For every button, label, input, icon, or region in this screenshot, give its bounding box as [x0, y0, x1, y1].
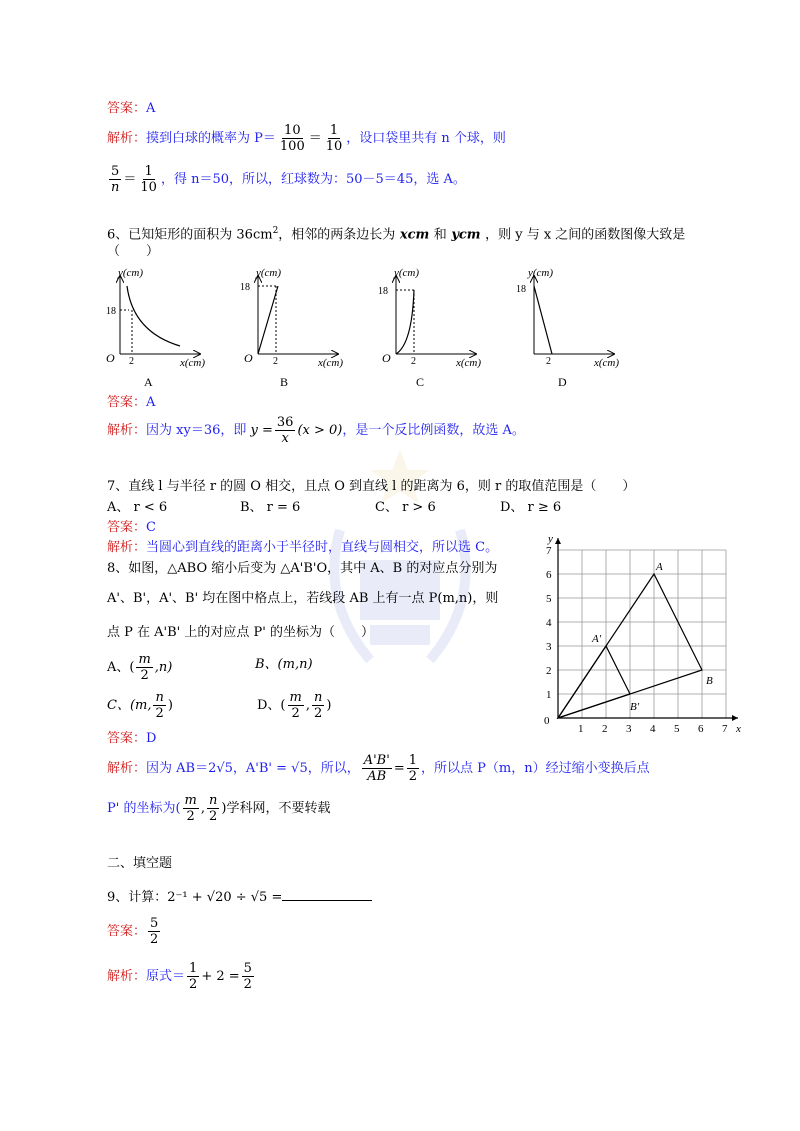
q8-option-a: A、( $\frac{m}{2}$ ,n): [107, 652, 173, 683]
q8-analysis-line1: 解析：因为 AB＝2√5，A'B' = √5，所以， $\frac{A'B'}{AB}$ = $\frac{1}{2}$ ，所以点 P（m，n）经过缩小变换后点: [107, 753, 650, 784]
svg-text:18: 18: [106, 306, 116, 317]
x-axis-label: x: [736, 723, 741, 735]
q8-analysis-line2: P' 的坐标为( $\frac{m}{2}$ , $\frac{n}{2}$ )学科网，不要转载: [107, 793, 331, 824]
q7-option-c: C、 r > 6: [375, 500, 436, 515]
y-tick-label: 3: [546, 641, 552, 653]
svg-text:O: O: [106, 351, 115, 365]
q5-answer: [107, 100, 155, 118]
svg-text:x(cm): x(cm): [318, 357, 344, 369]
analysis-label: 解析：: [107, 131, 147, 146]
analysis-text: ，设口袋里共有 n 个球，则: [346, 131, 506, 146]
analysis-text: 摸到白球的概率为 P＝: [146, 131, 276, 146]
point-label: B: [706, 675, 713, 687]
y-tick-label: 2: [546, 665, 552, 677]
y-tick-label: 4: [546, 617, 552, 629]
q7-option-a: A、 r < 6: [107, 500, 168, 515]
x-tick-label: 5: [674, 723, 680, 735]
y-tick-label: 6: [546, 569, 552, 581]
fraction: $\frac{10}{100}$: [279, 123, 305, 154]
x-tick-label: 4: [650, 723, 656, 735]
y-axis-arrow: [555, 538, 561, 544]
x-tick-label: 1: [578, 723, 584, 735]
y-axis-label: y: [548, 533, 553, 545]
q6-graphs: [100, 262, 640, 392]
q6-paren: （ ）: [107, 244, 160, 259]
q6-answer: 答案：A: [107, 395, 156, 410]
q7-stem: 7、直线 l 与半径 r 的圆 O 相交，且点 O 到直线 l 的距离为 6，则 r 的取值范围是（ ）: [107, 479, 636, 494]
graph-d: [516, 267, 619, 389]
q8-answer: 答案：D: [107, 731, 157, 746]
graph-c: [378, 267, 481, 389]
x-tick-label: 3: [626, 723, 632, 735]
point-label: A: [656, 561, 663, 573]
answer-value: A: [146, 101, 156, 116]
svg-text:2: 2: [273, 356, 278, 367]
q8-grid-figure: [530, 533, 760, 740]
q8-stem-line3: 点 P 在 A'B' 上的对应点 P' 的坐标为（ ）: [107, 625, 374, 640]
q8-option-c: C、(m, $\frac{n}{2}$ ): [107, 690, 173, 721]
q9-answer: 答案： $\frac{5}{2}$: [107, 916, 159, 947]
svg-text:18: 18: [240, 282, 250, 293]
q9-stem: 9、计算：2⁻¹ + √20 ÷ √5 =: [107, 888, 372, 907]
q8-option-d: D、( $\frac{m}{2}$ , $\frac{n}{2}$ ): [257, 690, 332, 721]
svg-text:2: 2: [546, 356, 551, 367]
svg-text:O: O: [244, 351, 253, 365]
point-label: A': [592, 633, 602, 645]
triangle-abo-small: [558, 646, 630, 718]
svg-text:x(cm): x(cm): [594, 357, 620, 369]
svg-text:y(cm): y(cm): [118, 267, 144, 279]
x-tick-label: 7: [722, 723, 728, 735]
graph-label-d: D: [558, 375, 567, 389]
q7-analysis: 解析：当圆心到直线的距离小于半径时，直线与圆相交，所以选 C。: [107, 540, 499, 555]
q7-option-d: D、 r ≥ 6: [500, 500, 562, 515]
q5-analysis-line1: 解析：摸到白球的概率为 P＝ $\frac{10}{100}$ ＝ $\frac{1}{10}$ ，设口袋里共有 n 个球，则: [107, 123, 506, 154]
svg-text:x(cm): x(cm): [456, 357, 482, 369]
svg-text:x(cm): x(cm): [180, 357, 206, 369]
q7-option-b: B、 r = 6: [240, 500, 301, 515]
graph-label-c: C: [416, 375, 425, 389]
graph-label-b: B: [280, 375, 289, 389]
x-tick-label: 6: [698, 723, 704, 735]
q6-stem: 6、已知矩形的面积为 $36cm^2$，相邻的两条边长为 xcm 和 ycm ，则 y 与 x 之间的函数图像大致是: [107, 226, 686, 243]
svg-text:y(cm): y(cm): [528, 267, 554, 279]
x-tick-label: 2: [602, 723, 608, 735]
y-tick-label: 5: [546, 593, 552, 605]
svg-text:y(cm): y(cm): [256, 267, 282, 279]
q8-stem-line1: 8、如图，△ABO 缩小后变为 △A'B'O，其中 A、B 的对应点分别为: [107, 561, 498, 576]
svg-text:O: O: [382, 351, 391, 365]
point-label: B': [630, 701, 640, 713]
svg-text:18: 18: [516, 284, 526, 295]
y-tick-label: 7: [546, 545, 552, 557]
graph-a: [106, 267, 205, 389]
q6-analysis: 解析：因为 xy＝36，即 y = $\frac{36}{x}$ (x > 0)，是一个反比例函数，故选 A。: [107, 415, 525, 446]
q8-stem-line2: A'、B'，A'、B' 均在图中格点上，若线段 AB 上有一点 P(m,n)，则: [107, 591, 499, 606]
origin-label: 0: [544, 715, 550, 727]
fraction: $\frac{5}{n}$: [111, 164, 120, 195]
svg-text:2: 2: [411, 356, 416, 367]
answer-blank: [282, 888, 372, 901]
q8-option-b: B、(m,n): [255, 657, 313, 672]
fraction: $\frac{1}{10}$: [140, 164, 157, 195]
svg-text:2: 2: [129, 356, 134, 367]
q9-analysis: 解析：原式＝ $\frac{1}{2}$ + 2 = $\frac{5}{2}$: [107, 961, 252, 992]
analysis-text: ，得 n＝50，所以，红球数为：50－5＝45，选 A。: [160, 172, 466, 187]
graph-b: [240, 267, 343, 389]
svg-text:18: 18: [378, 286, 388, 297]
fraction: $\frac{1}{10}$: [325, 123, 343, 154]
q7-answer: 答案：C: [107, 520, 156, 535]
graph-label-a: A: [144, 375, 153, 389]
answer-label: 答案：: [107, 101, 147, 116]
y-tick-label: 1: [546, 689, 552, 701]
section-title: 二、填空题: [107, 856, 173, 871]
q5-analysis-line2: $\frac{5}{n}$ ＝ $\frac{1}{10}$ ，得 n＝50，所以，红球数为：50－5＝45，选 A。: [111, 164, 466, 195]
x-axis-arrow: [732, 715, 738, 721]
svg-text:y(cm): y(cm): [394, 267, 420, 279]
